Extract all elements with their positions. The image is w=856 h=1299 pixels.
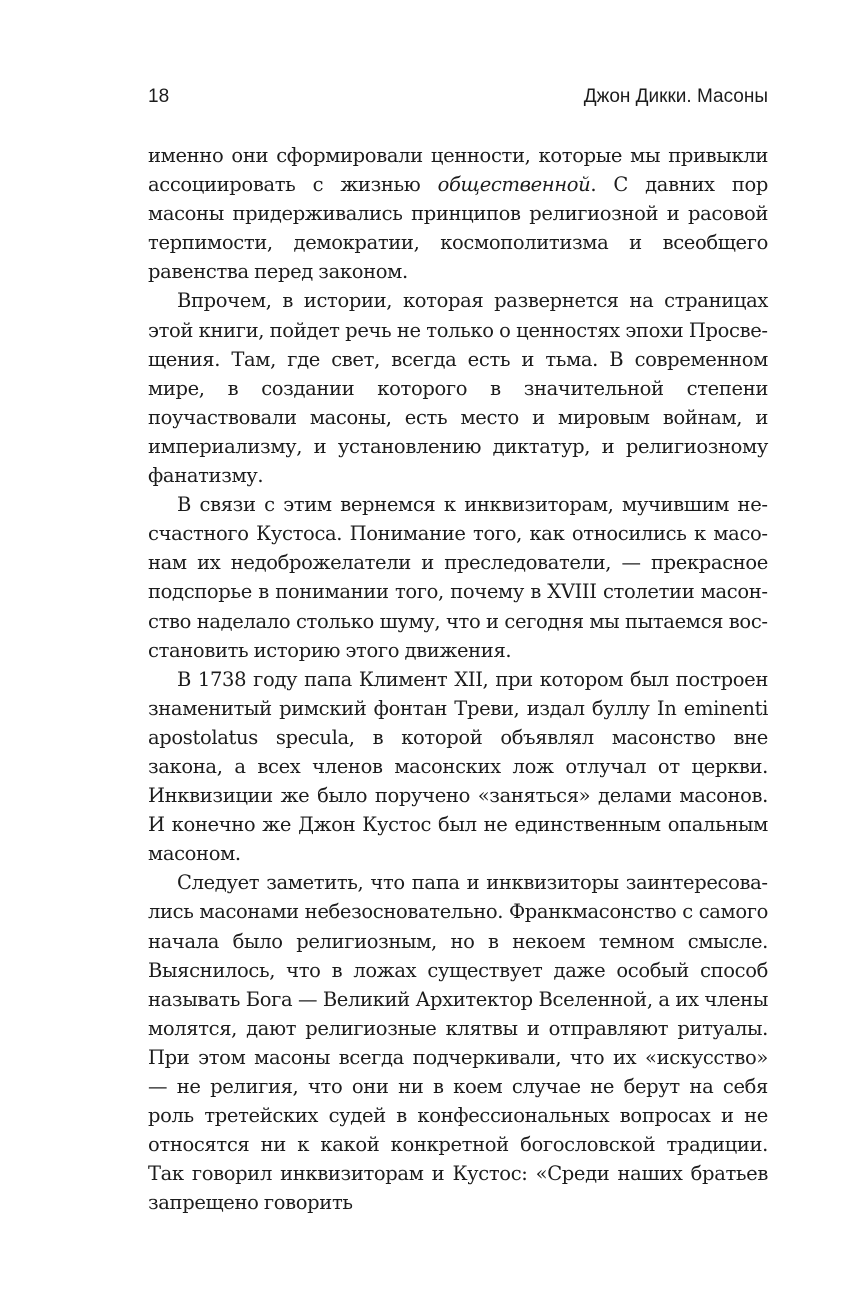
paragraph-1-italic-word: общественной [437,173,591,197]
paragraph-3: В связи с этим вернемся к инквизиторам, мучившим несчастного Кустоса. Понимание того, как относились к масонам их недоброжелатели и преследователи, — прекрасное подспорье в понимании того, почему в XVIII столетии масонство наделало столько шуму, что и сегодня мы пытаемся восстановить историю этого движения. [148,493,768,662]
paragraph-1-text-end: . С давних пор масоны придерживались принципов религиозной и расовой терпимости, демократии, космополитизма и всеобщего равенства перед законом. [148,173,768,284]
paragraph-5: Следует заметить, что папа и инквизиторы заинтересовались масонами небезосновательно. Франкмасонство с самого начала было религиозным, но в некоем темном смысле. Выяснилось, что в ложах существует даже особый способ называть Бога — Великий Архитектор Вселенной, а их члены молятся, дают религиозные клятвы и отправляют ритуалы. При этом масоны всегда подчеркивали, что их «искусство» — не религия, что они ни в коем случае не берут на себя роль третейских судей в конфессиональных вопросах и не относятся ни к какой конкретной богословской традиции. Так говорил инквизиторам и Кустос: «Среди наших братьев запрещено говорить [148,871,768,1215]
paragraph-1-text-start: именно они сформировали ценности, которые мы привыкли ассоциировать с жизнью [148,144,768,197]
paragraph-4: В 1738 году папа Климент XII, при котором был построен знаменитый римский фонтан Треви, издал буллу In eminenti apostolatus specula, в которой объявлял масонство вне закона, а всех членов масонских лож отлучал от церкви. Инквизиции же было поручено «заняться» делами масонов. И конечно же Джон Кустос был не единственным опальным масоном. [148,667,768,866]
page-number: 18 [148,86,170,107]
running-title: Джон Дикки. Масоны [583,86,768,107]
paragraph-1 [148,141,768,286]
running-head [148,86,768,114]
paragraph-2: Впрочем, в истории, которая развернется на страницах этой книги, пойдет речь не только о ценностях эпохи Просвещения. Там, где свет, всегда есть и тьма. В современном мире, в создании которого в значительной степени поучаствовали масоны, есть место и мировым войнам, и империализму, и установлению диктатур, и религиозному фанатизму. [148,289,768,488]
body-text [148,141,768,1217]
